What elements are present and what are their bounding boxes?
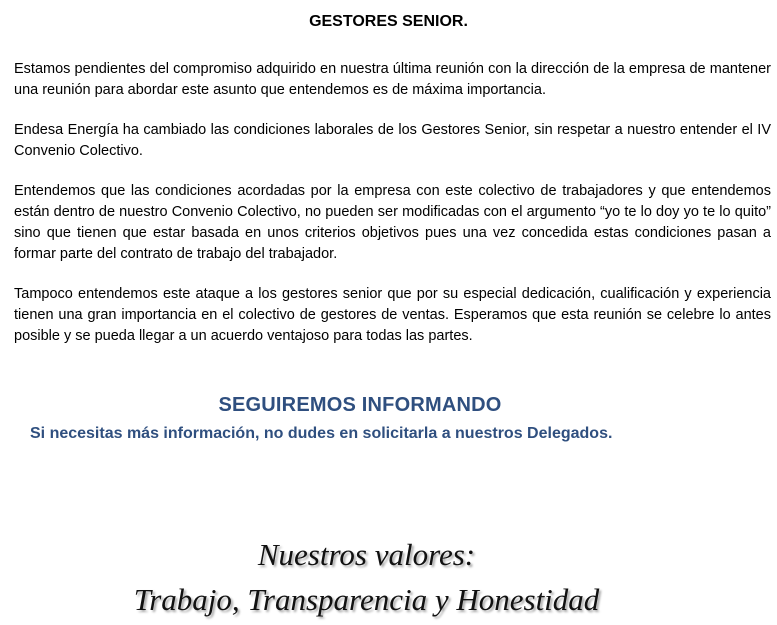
paragraph-2: Endesa Energía ha cambiado las condiciones laborales de los Gestores Senior, sin respetar a nuestro entender el IV Convenio Colectivo. — [14, 122, 771, 159]
info-subline: Si necesitas más información, no dudes en solicitarla a nuestros Delegados. — [30, 425, 613, 442]
values-heading: Nuestros valores: — [257, 537, 476, 572]
values-list: Trabajo, Transparencia y Honestidad — [133, 582, 600, 617]
headline: SEGUIREMOS INFORMANDO — [218, 394, 502, 416]
paragraph-4: Tampoco entendemos este ataque a los gestores senior que por su especial dedicación, cualificación y experiencia tienen una gran importancia en el colectivo de gestores de ventas. Esperamos que esta reunión se celebre lo antes posible y se pueda llegar a un acuerdo ventajoso para todas las partes. — [14, 286, 771, 344]
paragraph-3: Entendemos que las condiciones acordadas por la empresa con este colectivo de trabajadores y que entendemos están dentro de nuestro Convenio Colectivo, no pueden ser modificadas con el argumento “yo te lo doy yo te lo quito” sino que tienen que estar basada en unos criterios objetivos pues una vez concedida estas condiciones pasan a formar parte del contrato de trabajo del trabajador. — [14, 183, 771, 262]
document-title: GESTORES SENIOR. — [309, 13, 468, 30]
paragraph-1: Estamos pendientes del compromiso adquirido en nuestra última reunión con la dirección de la empresa de mantener una reunión para abordar este asunto que entendemos es de máxima importancia. — [14, 61, 771, 98]
